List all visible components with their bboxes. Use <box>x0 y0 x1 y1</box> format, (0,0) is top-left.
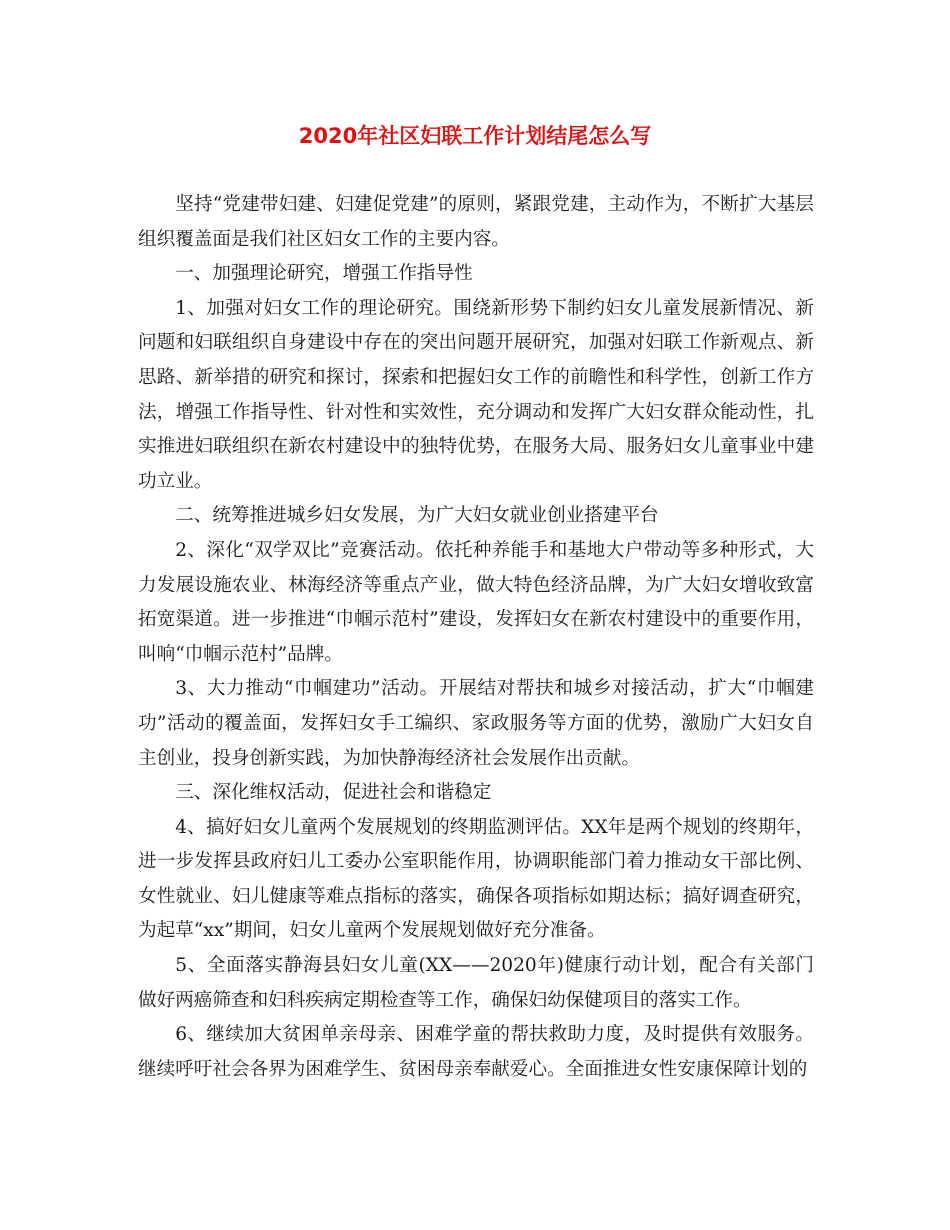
paragraph-item-5: 5、全面落实静海县妇女儿童(XX——2020年)健康行动计划，配合有关部门做好两癌筛查和妇科疾病定期检查等工作，确保妇幼保健项目的落实工作。 <box>138 955 814 1011</box>
paragraph-item-2: 2、深化“双学双比”竞赛活动。依托种养能手和基地大户带动等多种形式，大力发展设施农业、林海经济等重点产业，做大特色经济品牌，为广大妇女增收致富拓宽渠道。进一步推进“巾帼示范村”建设，发挥妇女在新农村建设中的重要作用，叫响“巾帼示范村”品牌。 <box>138 539 814 665</box>
paragraph-item-1: 1、加强对妇女工作的理论研究。围绕新形势下制约妇女儿童发展新情况、新问题和妇联组织自身建设中存在的突出问题开展研究，加强对妇联工作新观点、新思路、新举措的研究和探讨，探索和把握妇女工作的前瞻性和科学性，创新工作方法，增强工作指导性、针对性和实效性，充分调动和发挥广大妇女群众能动性，扎实推进妇联组织在新农村建设中的独特优势，在服务大局、服务妇女儿童事业中建功立业。 <box>138 297 814 492</box>
section-heading-2: 二、统筹推进城乡妇女发展，为广大妇女就业创业搭建平台 <box>175 505 659 527</box>
document-body <box>138 188 814 1087</box>
document-title: 2020年社区妇联工作计划结尾怎么写 <box>298 124 652 148</box>
paragraph-item-4: 4、搞好妇女儿童两个发展规划的终期监测评估。XX年是两个规划的终期年，进一步发挥县政府妇儿工委办公室职能作用，协调职能部门着力推动女干部比例、女性就业、妇儿健康等难点指标的落实，确保各项指标如期达标；搞好调查研究，为起草“xx”期间，妇女儿童两个发展规划做好充分准备。 <box>138 816 814 942</box>
paragraph-item-3: 3、大力推动“巾帼建功”活动。开展结对帮扶和城乡对接活动，扩大“巾帼建功”活动的覆盖面，发挥妇女手工编织、家政服务等方面的优势，激励广大妇女自主创业，投身创新实践，为加快静海经济社会发展作出贡献。 <box>138 678 814 769</box>
section-heading-3: 三、深化维权活动，促进社会和谐稳定 <box>175 782 492 804</box>
paragraph-intro: 坚持“党建带妇建、妇建促党建”的原则，紧跟党建，主动作为，不断扩大基层组织覆盖面是我们社区妇女工作的主要内容。 <box>138 194 814 250</box>
paragraph-item-6: 6、继续加大贫困单亲母亲、困难学童的帮扶救助力度，及时提供有效服务。继续呼吁社会各界为困难学生、贫困母亲奉献爱心。全面推进女性安康保障计划的 <box>138 1024 814 1080</box>
section-heading-1: 一、加强理论研究，增强工作指导性 <box>175 263 473 285</box>
